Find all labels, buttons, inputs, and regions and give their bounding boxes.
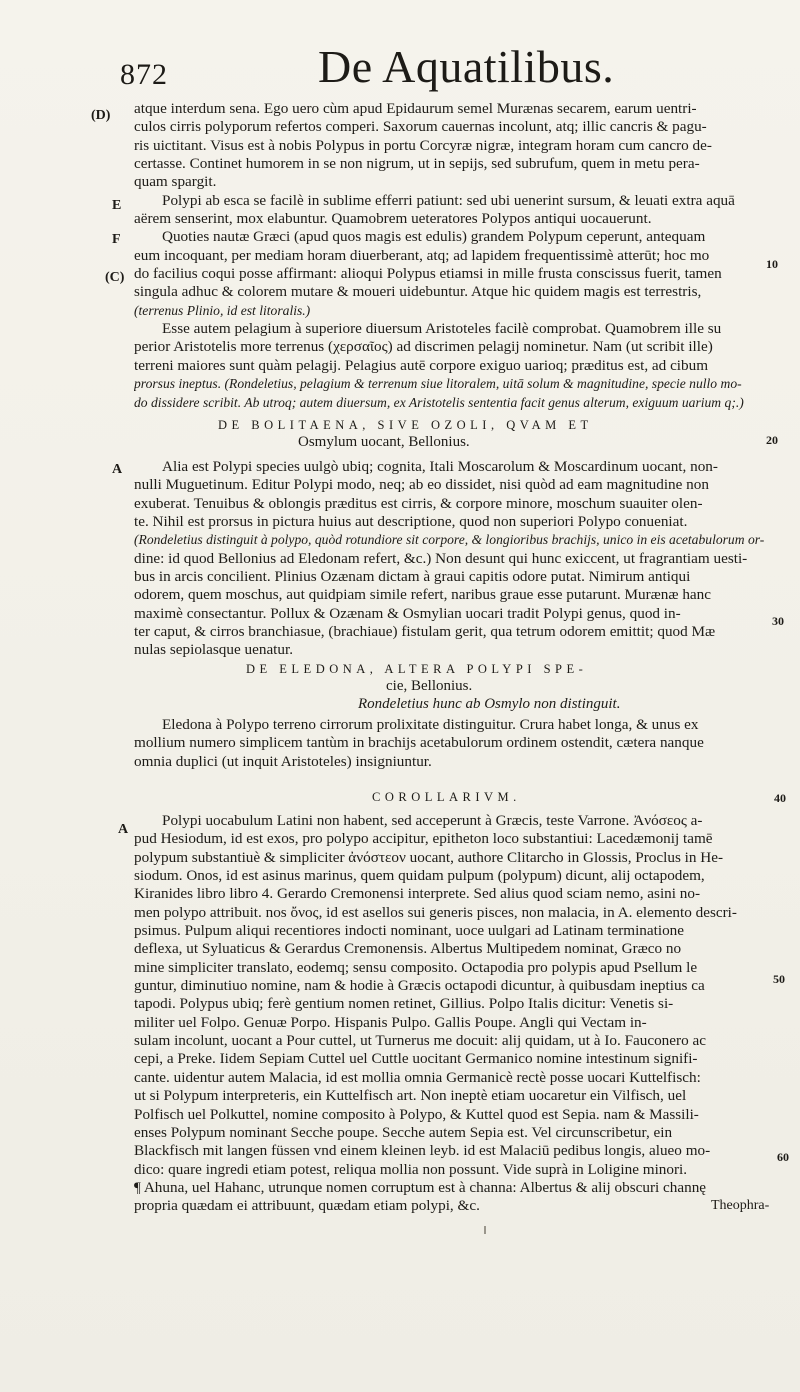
text-line: Alia est Polypi species uulgò ubiq; cognita, Itali Moscarolum & Moscardinum uocant, non- [162,458,718,475]
text-line: odorem, quem moschus, aut quidpiam simile refert, naribus graue esse putarunt. Murænæ hanc [134,586,711,604]
line-number-50: 50 [773,972,785,986]
text-line: perior Aristotelis more terrenus (χερσαῖος) ad discrimen pelagij nominetur. Nam (ut scribit ille) [134,338,713,356]
text-line: dine: id quod Bellonius ad Eledonam refert, &c.) Non desunt qui hunc exiccent, ut fragrantiam uesti- [134,549,748,567]
text-line: Polypi ab esca se facilè in sublime efferri patiunt: sed ubi uenerint sursum, & leuati extra aquā [162,191,735,209]
text-line: dico: quare ingredi etiam potest, reliqua mollia non possunt. Vide suprà in Loligine minori. [134,1160,688,1178]
text-line: ris uictitant. Visus est à nobis Polypus in portu Corcyræ nigræ, integram horam cum cancro de- [134,136,712,154]
text-line: (Rondeletius distinguit à polypo, quòd rotundiore sit corpore, & longioribus brachijs, unico in eis acetabulorum or- [134,532,765,548]
margin-note-e: E [112,198,122,213]
text-line: Polfisch uel Polkuttel, nomine composito à Polypo, & Kuttel quod est Sepia. nam & Massili- [134,1105,699,1123]
text-line: nulas sepiolasque uenatur. [134,641,294,659]
text-line: Kiranides libro libro 4. Gerardo Cremonensi interprete. Sed alius quod sciam nemo, asini no- [134,885,701,903]
section-polypus-text [134,100,784,412]
text-line: Esse autem pelagium à superiore diuersum Aristoteles facilè comprobat. Quamobrem ille su [162,320,722,338]
page-number: 872 [120,58,168,91]
section-corollarium-text [134,812,784,1216]
text-line: terreni maiores sunt quàm pelagij. Pelagius autē corpore exiguo uarioq; præditus est, ad cibum [134,356,709,374]
text-line: mine simpliciter translato, eodemq; sensu composito. Octapodia pro polypis apud Psellum le [134,958,698,976]
text-line: (terrenus Plinio, id est litoralis.) [134,302,311,318]
text-line: polypum substantiuè & simpliciter ἀνόστεον uocant, authore Clitarcho in Glossis, Proclus in He- [134,848,724,866]
line-number-60: 60 [777,1150,789,1164]
text-line: Polypi uocabulum Latini non habent, sed acceperunt à Græcis, teste Varrone. Ἀνόσεος a- [162,812,703,829]
text-line: ter caput, & cirros branchiasue, (brachiaue) fistulam gerit, qua tetrum odorem emittit; quod Mæ [134,623,716,641]
line-number-30: 30 [772,614,784,628]
running-title: De Aquatilibus. [318,41,615,92]
text-line: deflexa, ut Syluaticus & Gerardus Cremonensis. Albertus Multipedem nominat, Græco no [134,940,682,958]
section-subheading-eledona: cie, Bellonius. [386,678,473,694]
section-heading-bolitaena: DE BOLITAENA, SIVE OZOLI, QVAM ET [218,418,593,432]
text-line: aërem senserint, mox elabuntur. Quamobrem ueteratores Polypos antiqui uocauerunt. [134,210,652,228]
text-line: singula adhuc & colorem mutare & moueri uidebuntur. Atque hic quidem magis est terrestris, [134,283,702,301]
text-line: certasse. Continet humorem in se non nigrum, ut in sepijs, sed subrufum, quem in metu pera- [134,155,700,173]
text-line: maximè consectantur. Pollux & Ozænam & Osmylian uocari tradit Polypi genus, quod in- [134,604,681,622]
text-line: omnia duplici (ut inquit Aristoteles) insigniuntur. [134,752,432,770]
text-line: militer uel Folpo. Genuæ Porpo. Hispanis Pulpo. Gallis Poupe. Angli qui Vectam in- [134,1013,647,1031]
text-line: quam spargit. [134,173,217,191]
text-line: pud Hesiodum, id est exos, pro polypo accipitur, epitheton loco substantiui: Lacedæmonij tamē [134,830,713,848]
section-subheading-bolitaena: Osmylum uocant, Bellonius. [298,434,470,450]
text-line: do facilius coqui posse affirmant: alioqui Polypus etiamsi in mille frusta conscissus fuerit, tamen [134,265,722,283]
line-number-20: 20 [766,433,778,447]
margin-note-f: F [112,232,121,247]
text-line: enses Polypum nominant Secche poupe. Secche autem Sepia est. Vel circunscribetur, ein [134,1123,673,1141]
margin-note-a1: A [112,462,123,477]
text-line: guntur, diminutiuo nomine, nam & hodie à Græcis octapodi dicuntur, à quibusdam ineptius ca [134,977,705,995]
text-line: sulam incolunt, uocant a Pour cuttel, ut Turnerus me docuit: alij quidam, ut à Io. Fauconero ac [134,1032,706,1050]
section-heading-corollarium: COROLLARIVM. [372,790,521,804]
text-line: ut si Polypum interpreteris, ein Kuttelfisch art. Non ineptè etiam uocaretur ein Vilfisch, uel [134,1087,687,1105]
section-note-eledona: Rondeletius hunc ab Osmylo non distinguit. [358,696,621,712]
text-line: ¶ Ahuna, uel Hahanc, utrunque nomen corruptum est à channa: Albertus & alij obscuri channę [134,1178,707,1196]
text-line: eum incoquant, per mediam horam diuerberant, atq; ad lapidem frequentissimè atterūt; hoc mo [134,246,710,264]
section-heading-eledona: DE ELEDONA, ALTERA POLYPI SPE- [246,662,588,676]
catchword: Theophra- [711,1198,770,1213]
text-line: atque interdum sena. Ego uero cùm apud Epidaurum semel Murænas secarem, earum uentri- [134,100,697,117]
section-bolitaena-text [134,458,784,660]
text-line: tapodi. Polypus ubiq; ferè gentium nomen retinet, Gillius. Polpo Italis dicitur: Venetis si- [134,995,674,1013]
text-line: te. Nihil est prorsus in pictura huius aut descriptione, quod non superiori Polypo conueniat. [134,513,688,531]
text-line: cante. uidentur autem Malacia, id est mollia omnia Germanicè rectè posse uocari Kuttelfisch: [134,1068,701,1086]
text-line: psimus. Pulpum aliqui recentiores indocti nominant, uoce uulgari ad Latinam terminatione [134,922,684,940]
text-line: men polypo attribuit. nos ὄνος, id est asellos sui generis pisces, non malacia, in A. elemento descri- [134,903,737,921]
text-line: siodum. Onos, id est asinus marinus, quem quidam pulpum (polypum) dicunt, alij octapodem, [134,867,705,885]
margin-note-c: (C) [105,270,125,285]
text-line: cepi, a Preke. Iidem Sepiam Cuttel uel Cuttle uocitant Germanico nomine intestinum signifi- [134,1050,698,1068]
line-number-10: 10 [766,257,778,271]
text-line: propria quædam ei attribuunt, quædam etiam polypi, &c. [134,1197,480,1215]
text-line: nulli Muguetinum. Editur Polypi modo, neq; ab eo dissidet, nisi quòd ad eam magnitudine non [134,476,709,494]
text-line: prorsus ineptus. (Rondeletius, pelagium & terrenum siue litoralem, uitā solum & magnitudine, specie nullo mo- [134,376,742,392]
section-eledona-text [134,716,784,771]
text-line: do dissidere scribit. Ab utroq; autem diuersum, ex Aristotelis sententia facit genus alterum, exiguum uarium q;.) [134,394,744,410]
text-line: Blackfisch mit langen füssen vnd einem kleinen leyb. id est Malaciū pedibus longis, alueo mo- [134,1142,711,1160]
text-line: mollium numero simplicem tantùm in brachijs acetabulorum ordinem ostendit, cætera nanque [134,734,704,752]
text-line: culos cirris polyporum refertos comperi. Saxorum cauernas incolunt, atq; illic cancris & pagu- [134,118,707,136]
page-mark [484,1226,486,1234]
text-line: bus in arcis concilient. Plinius Ozænam dictam à graui capitis odore putat. Nimirum antiqui [134,568,691,586]
text-line: exuberat. Tenuibus & oblongis præditus est cirris, & corpore minore, moschum suauiter olen- [134,494,703,512]
page-header [0,0,800,96]
margin-note-a2: A [118,822,129,837]
line-number-40: 40 [774,791,786,805]
text-line: Eledona à Polypo terreno cirrorum prolixitate distinguitur. Crura habet longa, & unus ex [162,716,699,733]
text-line: Quoties nautæ Græci (apud quos magis est edulis) grandem Polypum ceperunt, antequam [162,228,706,246]
margin-note-d: (D) [91,108,111,123]
